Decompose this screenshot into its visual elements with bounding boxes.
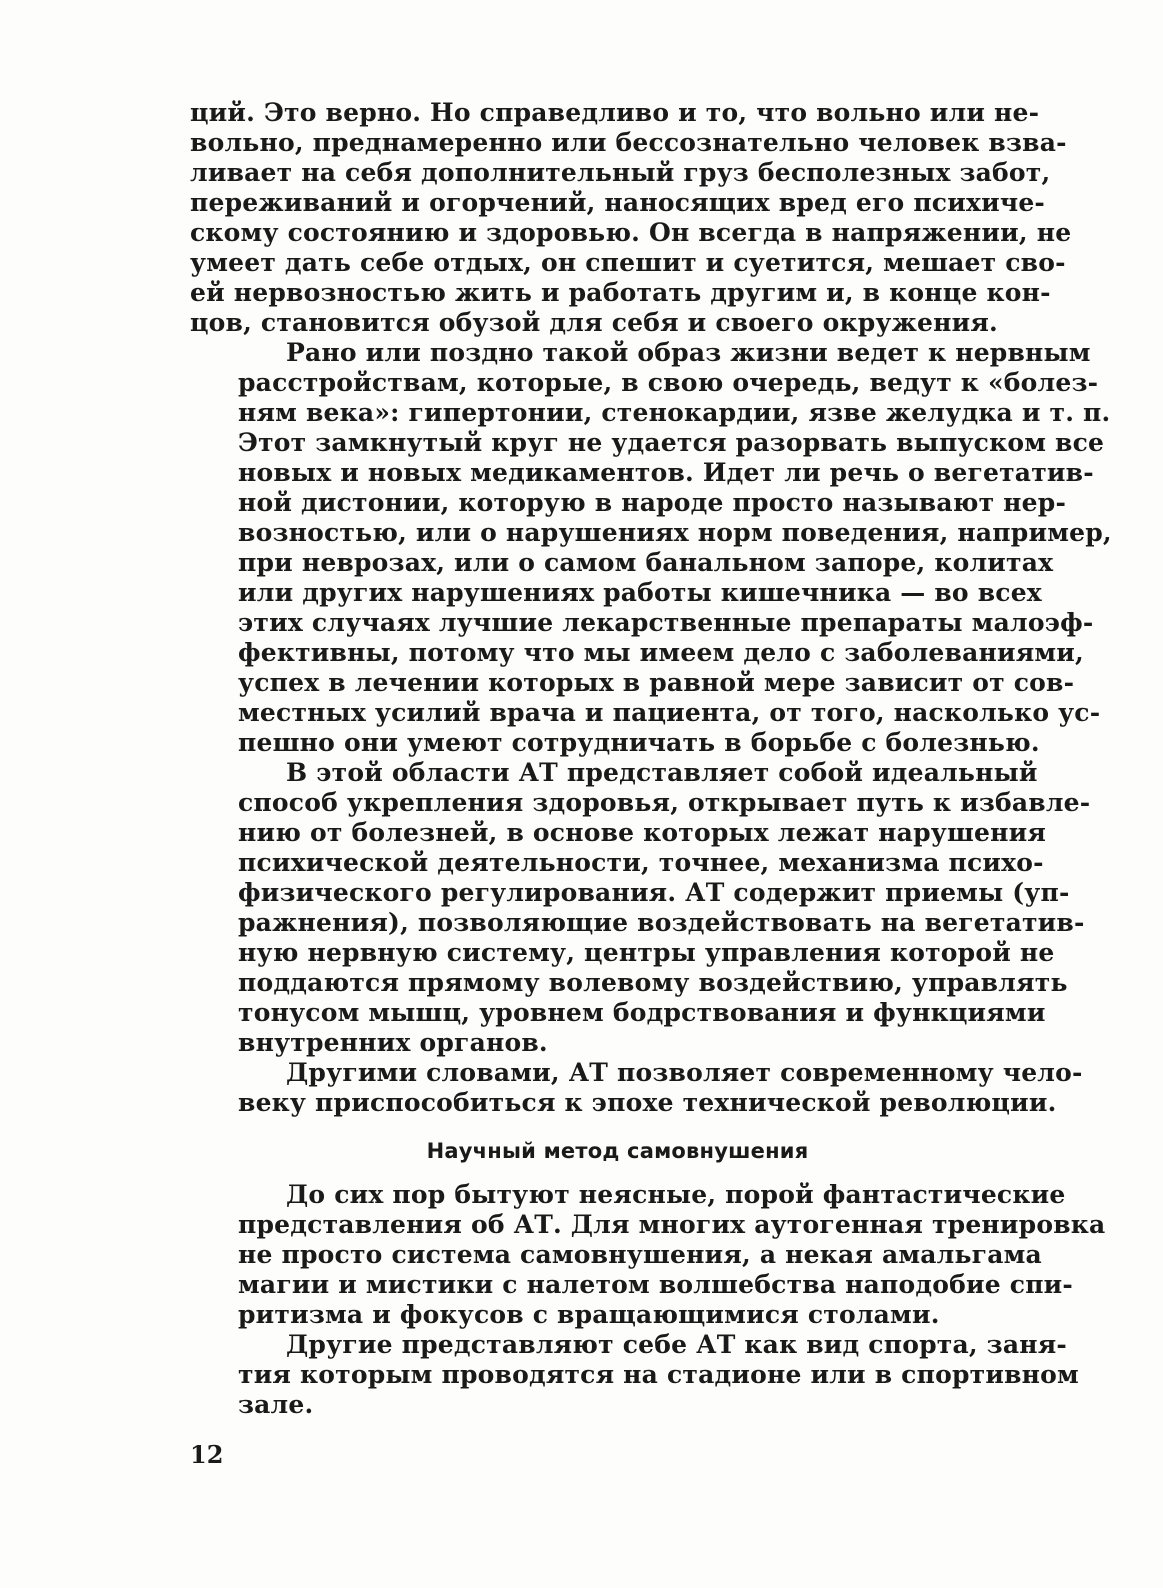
text-line: Этот замкнутый круг не удается разорвать выпуском все <box>238 428 1105 457</box>
text-line: скому состоянию и здоровью. Он всегда в напряжении, не <box>190 218 1072 247</box>
text-line: До сих пор бытуют неясные, порой фантастические <box>286 1180 1066 1209</box>
text-line: ную нервную систему, центры управления которой не <box>238 938 1055 967</box>
text-line: ням века»: гипертонии, стенокардии, язве желудка и т. п. <box>238 398 1111 427</box>
text-line: не просто система самовнушения, а некая амальгама <box>238 1240 1042 1269</box>
text-line: тия которым проводятся на стадионе или в спортивном <box>238 1360 1079 1389</box>
text-line: В этой области АТ представляет собой идеальный <box>286 758 1038 787</box>
text-line: при неврозах, или о самом банальном запоре, колитах <box>238 548 1054 577</box>
text-line: нию от болезней, в основе которых лежат нарушения <box>238 818 1047 847</box>
paragraph <box>190 338 1112 758</box>
text-line: внутренних органов. <box>238 1028 548 1057</box>
text-line: или других нарушениях работы кишечника — во всех <box>238 578 1042 607</box>
text-line: ной дистонии, которую в народе просто называют нер- <box>238 488 1067 517</box>
body-text-part-2 <box>190 1180 1106 1420</box>
text-line: местных усилий врача и пациента, от того, насколько ус- <box>238 698 1101 727</box>
text-line: тонусом мышц, уровнем бодрствования и функциями <box>238 998 1046 1027</box>
text-line: Другие представляют себе АТ как вид спорта, заня- <box>286 1330 1067 1359</box>
text-line: ритизма и фокусов с вращающимися столами. <box>238 1300 940 1329</box>
text-line: расстройствам, которые, в свою очередь, ведут к «болез- <box>238 368 1099 397</box>
text-line: представления об АТ. Для многих аутогенная тренировка <box>238 1210 1106 1239</box>
text-line: Рано или поздно такой образ жизни ведет к нервным <box>286 338 1091 367</box>
text-line: поддаются прямому волевому воздействию, управлять <box>238 968 1068 997</box>
page-number: 12 <box>190 1440 224 1469</box>
text-line: веку приспособиться к эпохе технической революции. <box>238 1088 1057 1117</box>
text-line: психической деятельности, точнее, механизма психо- <box>238 848 1044 877</box>
text-line: фективны, потому что мы имеем дело с заболеваниями, <box>238 638 1084 667</box>
section-heading: Научный метод самовнушения <box>426 1139 809 1163</box>
text-line: переживаний и огорчений, наносящих вред его психиче- <box>190 188 1046 217</box>
text-line: Другими словами, АТ позволяет современному чело- <box>286 1058 1083 1087</box>
text-line: ражнения), позволяющие воздействовать на вегетатив- <box>238 908 1085 937</box>
text-line: физического регулирования. АТ содержит приемы (уп- <box>238 878 1070 907</box>
text-line: зале. <box>238 1390 314 1419</box>
text-line: ливает на себя дополнительный груз бесполезных забот, <box>190 158 1051 187</box>
text-line: ций. Это верно. Но справедливо и то, что вольно или не- <box>190 98 1040 127</box>
text-line: этих случаях лучшие лекарственные препараты малоэф- <box>238 608 1094 637</box>
paragraph <box>190 1330 1079 1420</box>
text-line: новых и новых медикаментов. Идет ли речь о вегетатив- <box>238 458 1094 487</box>
text-line: ей нервозностью жить и работать другим и, в конце кон- <box>190 278 1051 307</box>
text-column <box>190 98 1112 1420</box>
text-line: вольно, преднамеренно или бессознательно человек взва- <box>190 128 1067 157</box>
text-line: цов, становится обузой для себя и своего окружения. <box>190 308 998 337</box>
text-line: способ укрепления здоровья, открывает путь к избавле- <box>238 788 1091 817</box>
text-line: магии и мистики с налетом волшебства наподобие спи- <box>238 1270 1074 1299</box>
body-text-part-1 <box>190 98 1112 1118</box>
text-line: умеет дать себе отдых, он спешит и суетится, мешает сво- <box>190 248 1066 277</box>
paragraph <box>190 758 1091 1058</box>
text-line: возностью, или о нарушениях норм поведения, например, <box>238 518 1112 547</box>
text-line: успех в лечении которых в равной мере зависит от сов- <box>238 668 1075 697</box>
paragraph <box>190 1180 1106 1330</box>
text-line: пешно они умеют сотрудничать в борьбе с болезнью. <box>238 728 1040 757</box>
paragraph <box>190 98 1072 338</box>
paragraph <box>190 1058 1083 1118</box>
